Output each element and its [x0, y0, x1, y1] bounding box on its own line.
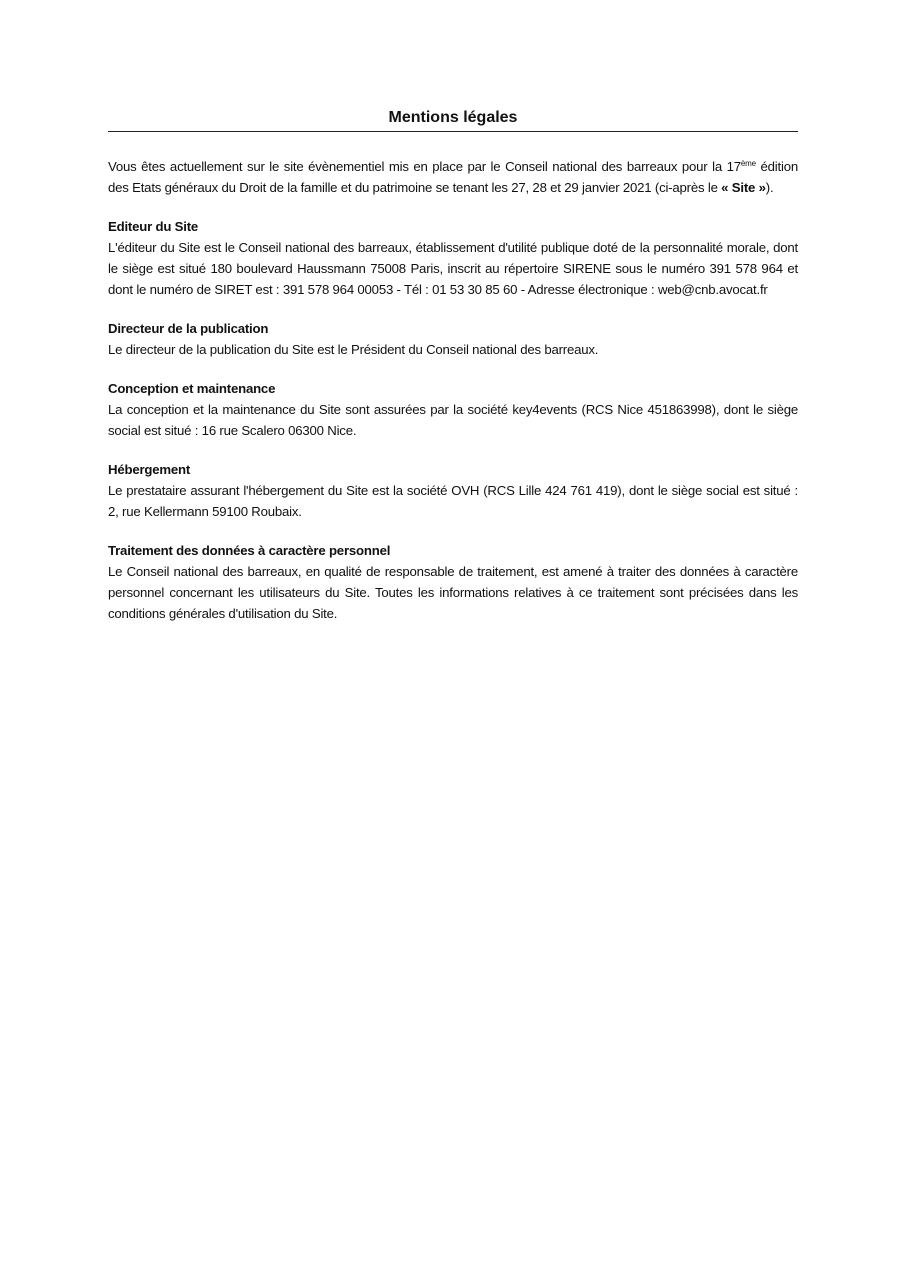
section-body: Le prestataire assurant l'hébergement du Site est la société OVH (RCS Lille 424 761 419), dont le siège social est situé : 2, rue Kellermann 59100 Roubaix.	[108, 483, 798, 519]
section-directeur-publication	[108, 318, 798, 360]
intro-text-end: ).	[765, 180, 774, 195]
section-heading: Traitement des données à caractère personnel	[108, 543, 391, 558]
section-heading: Directeur de la publication	[108, 321, 269, 336]
section-heading: Conception et maintenance	[108, 381, 276, 396]
section-editeur	[108, 216, 798, 300]
section-conception-maintenance	[108, 378, 798, 441]
intro-paragraph	[108, 156, 798, 198]
section-donnees-personnelles	[108, 540, 798, 624]
section-body: L'éditeur du Site est le Conseil national des barreaux, établissement d'utilité publique doté de la personnalité morale, dont le siège est situé 180 boulevard Haussmann 75008 Paris, inscrit au répertoire SIRENE sous le numéro 391 578 964 et dont le numéro de SIRET est : 391 578 964 00053 - Tél : 01 53 30 85 60 - Adresse électronique : web@cnb.avocat.fr	[108, 240, 798, 297]
intro-text-middle: édition des Etats généraux du Droit de la famille et du patrimoine se tenant les 27, 28 et 29 janvier 2021 (ci-après le	[108, 159, 798, 195]
edition-ordinal-suffix: ème	[740, 159, 756, 168]
section-hebergement	[108, 459, 798, 522]
site-term: « Site »	[721, 180, 766, 195]
section-body: Le Conseil national des barreaux, en qualité de responsable de traitement, est amené à traiter des données à caractère personnel concernant les utilisateurs du Site. Toutes les informations relatives à ce traitement sont précisées dans les conditions générales d'utilisation du Site.	[108, 564, 798, 621]
section-body: La conception et la maintenance du Site sont assurées par la société key4events (RCS Nice 451863998), dont le siège social est situé : 16 rue Scalero 06300 Nice.	[108, 402, 798, 438]
page-title: Mentions légales	[108, 108, 798, 132]
section-heading: Hébergement	[108, 462, 191, 477]
section-heading: Editeur du Site	[108, 219, 199, 234]
legal-notice-page	[108, 108, 798, 624]
intro-text-start: Vous êtes actuellement sur le site évènementiel mis en place par le Conseil national des barreaux pour la 17	[108, 159, 741, 174]
section-body: Le directeur de la publication du Site est le Président du Conseil national des barreaux.	[108, 342, 599, 357]
